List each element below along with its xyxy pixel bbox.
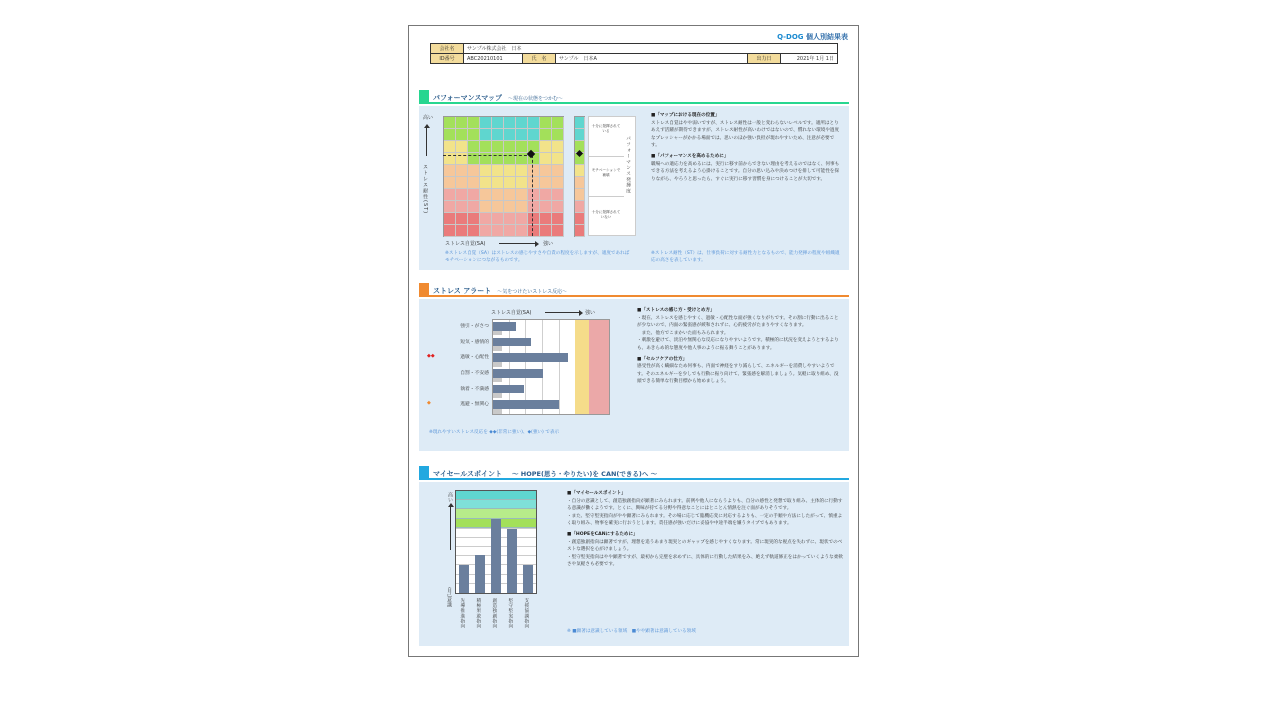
- alert-zone: [589, 320, 609, 414]
- date-label: 出力日: [748, 54, 781, 64]
- map-cell: [444, 225, 456, 237]
- map-cell: [492, 225, 504, 237]
- performance-map-header: パフォーマンスマップ ～現在の状態をつかむ～: [419, 90, 849, 104]
- map-cell: [528, 201, 540, 213]
- map-cell: [468, 177, 480, 189]
- map-cell: [540, 129, 552, 141]
- map-cell: [480, 165, 492, 177]
- map-cell: [468, 189, 480, 201]
- scale-cell: [575, 129, 585, 141]
- map-cell: [516, 117, 528, 129]
- map-cell: [480, 189, 492, 201]
- alert-bar: [493, 353, 568, 362]
- sales-point-bar: [507, 529, 517, 593]
- alert-baseline-bar: [493, 346, 502, 351]
- map-cell: [540, 117, 552, 129]
- map-cell: [468, 213, 480, 225]
- alert-row-label: 強引・がさつ: [460, 324, 489, 329]
- alert-baseline-bar: [493, 362, 502, 367]
- stress-alert-chart: [492, 319, 610, 415]
- map-cell: [492, 165, 504, 177]
- map-cell: [516, 201, 528, 213]
- alert-baseline-bar: [493, 393, 502, 398]
- map-cell: [552, 129, 564, 141]
- map-cell: [528, 213, 540, 225]
- scale-cell: [575, 201, 585, 213]
- map-cell: [492, 189, 504, 201]
- alert-row-label: 過敏・心配性: [460, 355, 489, 361]
- map-cell: [552, 225, 564, 237]
- performance-scale: [574, 116, 585, 237]
- map-cell: [540, 201, 552, 213]
- map-cell: [552, 141, 564, 153]
- map-cell: [504, 141, 516, 153]
- map-cell: [516, 141, 528, 153]
- sales-point-bar: [475, 555, 485, 593]
- alert-zone: [575, 320, 589, 414]
- scale-cell: [575, 189, 585, 201]
- scale-cell: [575, 177, 585, 189]
- alert-baseline-bar: [493, 409, 502, 414]
- sales-point-section: 高い 自己意識 先導推進指向 積極果敢指向 創造独創指向 堅守堅実指向 支援協調指向 ■「マイセールスポイント」 ・自分の意識として、創造独創指向が顕著にみられます。前例や他人にならうよりも、自分の感性と発想で取り組み、主体的に行動する意識が働くようです。とくに、興味が持てる分野や得意なことにはとことん情熱を注ぐ面がありそうです。 ・また、堅守堅実指向がやや顕著にみられます。その場に応じて臨機応変に対応するよりも、一定の手順や方法にしたがって、慎重よく取り組み、物事を確実に行おうとします。責任感が強いだけに妥協や中途半端を嫌うタイプでもあります。 ■「HOPEをCANにするために」 ・創造独創指向は顕著ですが、理想を追うあまり現実とのギャップを感じやすくなります。常に現実的な視点を失わずに、現状でのベストな選択を心がけましょう。 ・堅守堅実指向はやや顕著ですが、最初から完璧を求めずに、具体的に行動した結果をみ、絶えず軌道修正をはかっていくような柔軟さや気軽さも必要です。 ※ ■顕著は意識している領域 ■やや顕著は意識している領域: [419, 482, 849, 646]
- stress-alert-section: ストレス自覚(SA) 強い 強引・がさつ 短気・感情的 過敏・心配性 ◆◆ 自罰・不安感 執着・不満感 逃避・無関心 ◆ ※現れやすいストレス反応を ◆◆(非常に強い)、◆(強い) で表示 ■「ストレスの感じ方・受けとめ方」 ・現在、ストレスを感じやすく、過敏・心配性な面が強くなりがちです。その割に行動に出ることが少ないので、内面の緊張感が緩和されずに、心的疲労がたまりやすくなります。 また、他方でこまかいた面もみられます。 ・刺激を避けて、淡泊や無関心な反応になりやすいようです。積極的に状況を変えようとするよりも、あきらめ的な態度や他人事のように振る舞うことがあります。 ■「セルフケアの仕方」 感受性が高く繊細なため何事も、内面で神経をすり減らして、エネルギーを消費しやすいようです。そのエネルギーを少しでも行動に振り向けて、緊張感を解消しましょう。気軽に取り組め、没頭できる簡単な行動目標から始めましょう。: [419, 299, 849, 451]
- sales-point-bar: [459, 565, 469, 593]
- brand: Q-DOG 個人別結果表: [777, 33, 848, 41]
- performance-map-grid: [443, 116, 564, 237]
- scale-cell: [575, 117, 585, 129]
- map-cell: [480, 129, 492, 141]
- map-cell: [444, 177, 456, 189]
- alert-mark: ◆◆: [427, 353, 435, 360]
- map-cell: [552, 177, 564, 189]
- alert-row-label: 逃避・無関心: [460, 402, 489, 408]
- map-cell: [456, 141, 468, 153]
- x-axis-label: ストレス自覚(SA): [445, 241, 486, 247]
- map-cell: [552, 213, 564, 225]
- map-cell: [528, 225, 540, 237]
- map-cell: [516, 225, 528, 237]
- map-cell: [528, 177, 540, 189]
- alert-row-label: 執着・不満感: [460, 386, 489, 392]
- y-axis-label: ストレス耐性(ST): [422, 164, 428, 215]
- map-cell: [528, 117, 540, 129]
- map-cell: [468, 225, 480, 237]
- scale-cell: [575, 213, 585, 225]
- map-cell: [552, 165, 564, 177]
- map-cell: [528, 189, 540, 201]
- company-label: 会社名: [431, 44, 464, 54]
- alert-row-label: 自罰・不安感: [460, 371, 489, 376]
- map-cell: [528, 165, 540, 177]
- map-cell: [456, 117, 468, 129]
- alert-bar: [493, 385, 524, 394]
- map-cell: [480, 117, 492, 129]
- map-cell: [504, 225, 516, 237]
- map-cell: [492, 201, 504, 213]
- map-cell: [444, 213, 456, 225]
- map-cell: [480, 201, 492, 213]
- map-cell: [516, 165, 528, 177]
- sales-point-bar: [523, 565, 533, 593]
- map-cell: [540, 141, 552, 153]
- id-value: ABC20210101: [464, 54, 523, 64]
- map-cell: [492, 117, 504, 129]
- map-cell: [492, 141, 504, 153]
- sales-point-category: 積極果敢指向: [475, 598, 481, 629]
- map-cell: [504, 201, 516, 213]
- date-value: 2021年 1月 1日: [781, 54, 838, 64]
- result-sheet: [408, 25, 859, 657]
- map-cell: [552, 201, 564, 213]
- map-cell: [492, 129, 504, 141]
- map-cell: [444, 129, 456, 141]
- map-cell: [516, 177, 528, 189]
- alert-bar: [493, 400, 559, 409]
- map-cell: [504, 129, 516, 141]
- sales-point-category: 支援協調指向: [523, 598, 529, 629]
- alert-baseline-bar: [493, 331, 502, 336]
- map-cell: [516, 189, 528, 201]
- name-value: サンプル 日本A: [556, 54, 748, 64]
- scale-cell: [575, 225, 585, 237]
- map-cell: [552, 189, 564, 201]
- company-value: サンプル株式会社 日本: [464, 44, 838, 54]
- sales-point-category: 創造独創指向: [491, 598, 497, 629]
- scale-cell: [575, 165, 585, 177]
- sales-point-bar: [491, 519, 501, 593]
- stress-alert-header: ストレス アラート ～気をつけたいストレス反応～: [419, 283, 849, 297]
- map-cell: [504, 177, 516, 189]
- map-cell: [456, 201, 468, 213]
- map-cell: [444, 141, 456, 153]
- map-cell: [456, 225, 468, 237]
- map-cell: [540, 189, 552, 201]
- map-cell: [540, 153, 552, 165]
- map-cell: [444, 201, 456, 213]
- map-cell: [444, 189, 456, 201]
- map-cell: [528, 129, 540, 141]
- alert-bar: [493, 338, 531, 347]
- map-cell: [468, 201, 480, 213]
- sales-point-chart: [455, 490, 537, 594]
- map-cell: [480, 141, 492, 153]
- name-label: 氏 名: [523, 54, 556, 64]
- map-cell: [540, 165, 552, 177]
- section-title: パフォーマンスマップ: [433, 94, 503, 102]
- map-cell: [468, 165, 480, 177]
- map-cell: [456, 189, 468, 201]
- map-cell: [552, 153, 564, 165]
- map-cell: [456, 129, 468, 141]
- map-cell: [468, 117, 480, 129]
- alert-row-label: 短気・感情的: [460, 339, 489, 345]
- alert-mark: ◆: [427, 400, 431, 407]
- map-cell: [444, 117, 456, 129]
- map-cell: [480, 213, 492, 225]
- id-label: ID番号: [431, 54, 464, 64]
- map-cell: [540, 213, 552, 225]
- map-cell: [456, 165, 468, 177]
- map-cell: [504, 165, 516, 177]
- map-cell: [540, 177, 552, 189]
- map-cell: [504, 189, 516, 201]
- info-table: [430, 43, 838, 64]
- map-cell: [444, 165, 456, 177]
- map-cell: [540, 225, 552, 237]
- map-cell: [516, 129, 528, 141]
- map-cell: [456, 213, 468, 225]
- map-cell: [552, 117, 564, 129]
- map-cell: [504, 213, 516, 225]
- map-cell: [492, 177, 504, 189]
- sales-point-header: マイセールスポイント ～ HOPE(思う・やりたい)を CAN(できる)へ ～: [419, 466, 849, 480]
- map-cell: [480, 225, 492, 237]
- map-cell: [468, 129, 480, 141]
- map-cell: [480, 177, 492, 189]
- alert-bar: [493, 322, 516, 331]
- alert-bar: [493, 369, 543, 378]
- performance-map-section: 高い ストレス耐性(ST) ストレス自覚(SA) 強い 十分に発揮されている モチベーションで補填 十分に発揮されていない パフォーマンス発揮度 ■「マップにおける現在の位置」 ストレス自覚はやや弱いですが、ストレス耐性は一般と変わらないレベルです。適所はとりあえず活躍が期待できますが、ストレス耐性が高いわけではないので、慣れない環境や過度なプレッシャーがかかる場面では、思いのほか強い負担が現れやすいため、注意が必要です。 ■「パフォーマンスを高めるために」 職場への適応力を高めるには、実行に移す前からできない理由を考えるのではなく、何事もできる方法を考えるよう心掛けることです。自分の思い込みや決めつけを排して可能性を探りながら、やろうと思ったら、すぐに実行に移す習慣を身につけることが大切です。 ※ストレス自覚（SA）はストレスの感じやすさや自責の程度を示しますが、適度であればモチベーションにつながるものです。 ※ストレス耐性（ST）は、仕事負荷に対する耐性力となるもので、能力発揮の程度や組織適応の高さを表しています。: [419, 106, 849, 270]
- map-cell: [516, 213, 528, 225]
- map-cell: [456, 177, 468, 189]
- alert-baseline-bar: [493, 378, 502, 383]
- sales-point-category: 堅守堅実指向: [507, 598, 513, 629]
- map-cell: [468, 141, 480, 153]
- map-cell: [492, 213, 504, 225]
- sales-point-category: 先導推進指向: [459, 598, 465, 629]
- map-cell: [504, 117, 516, 129]
